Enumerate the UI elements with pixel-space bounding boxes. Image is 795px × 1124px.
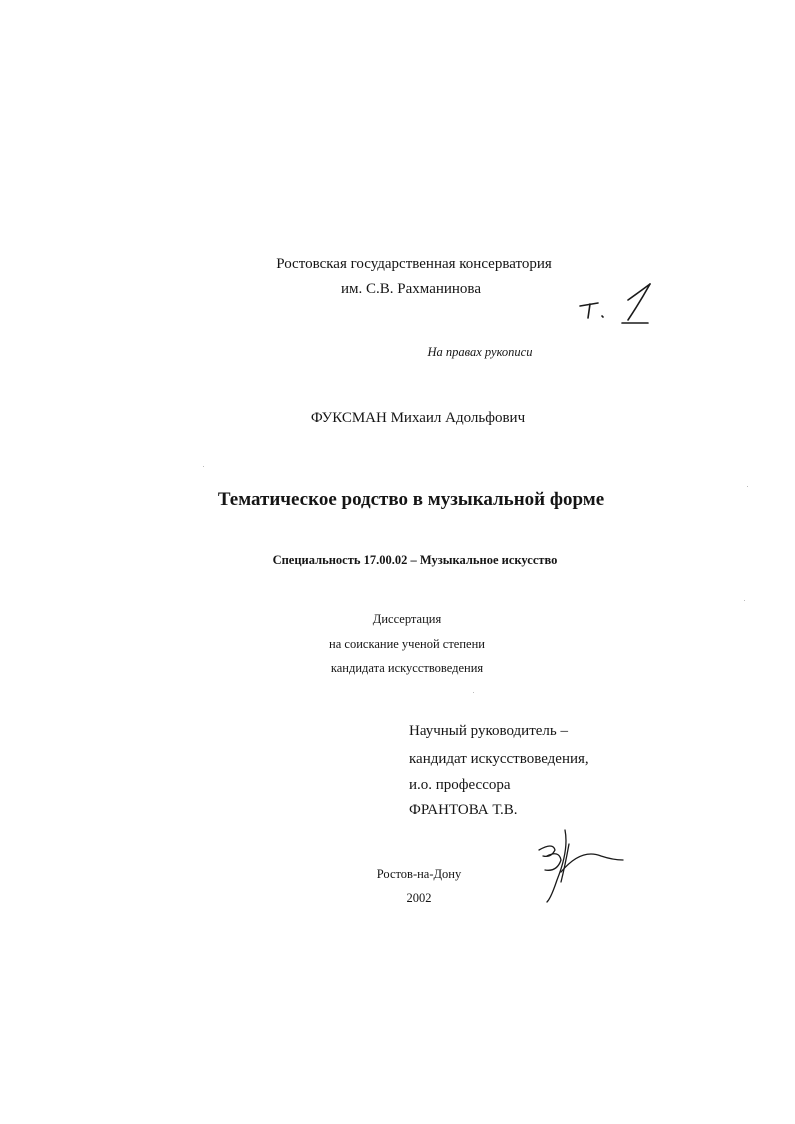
manuscript-rights-note: На правах рукописи (427, 345, 533, 359)
adviser-position: и.о. профессора (409, 777, 511, 793)
adviser-name: ФРАНТОВА Т.В. (409, 802, 518, 818)
institution-namesake: им. С.В. Рахманинова (341, 281, 481, 297)
adviser-heading: Научный руководитель – (409, 723, 568, 739)
adviser-degree: кандидат искусствоведения, (409, 751, 589, 767)
author-name: ФУКСМАН Михаил Адольфович (310, 410, 526, 426)
paper-speck (744, 600, 745, 601)
handwritten-signature (525, 820, 630, 910)
paper-speck (473, 692, 474, 693)
degree-name: кандидата искусствоведения (330, 661, 484, 675)
year: 2002 (406, 891, 432, 905)
degree-purpose: на соискание ученой степени (329, 637, 485, 651)
thesis-title: Тематическое родство в музыкальной форме (217, 489, 605, 510)
paper-speck (747, 486, 748, 487)
specialty-line: Специальность 17.00.02 – Музыкальное искусство (272, 553, 558, 567)
institution-name: Ростовская государственная консерватория (276, 256, 552, 272)
paper-speck (203, 466, 204, 467)
dissertation-label: Диссертация (372, 612, 442, 626)
handwritten-volume-mark (570, 280, 660, 342)
city: Ростов-на-Дону (376, 867, 462, 881)
